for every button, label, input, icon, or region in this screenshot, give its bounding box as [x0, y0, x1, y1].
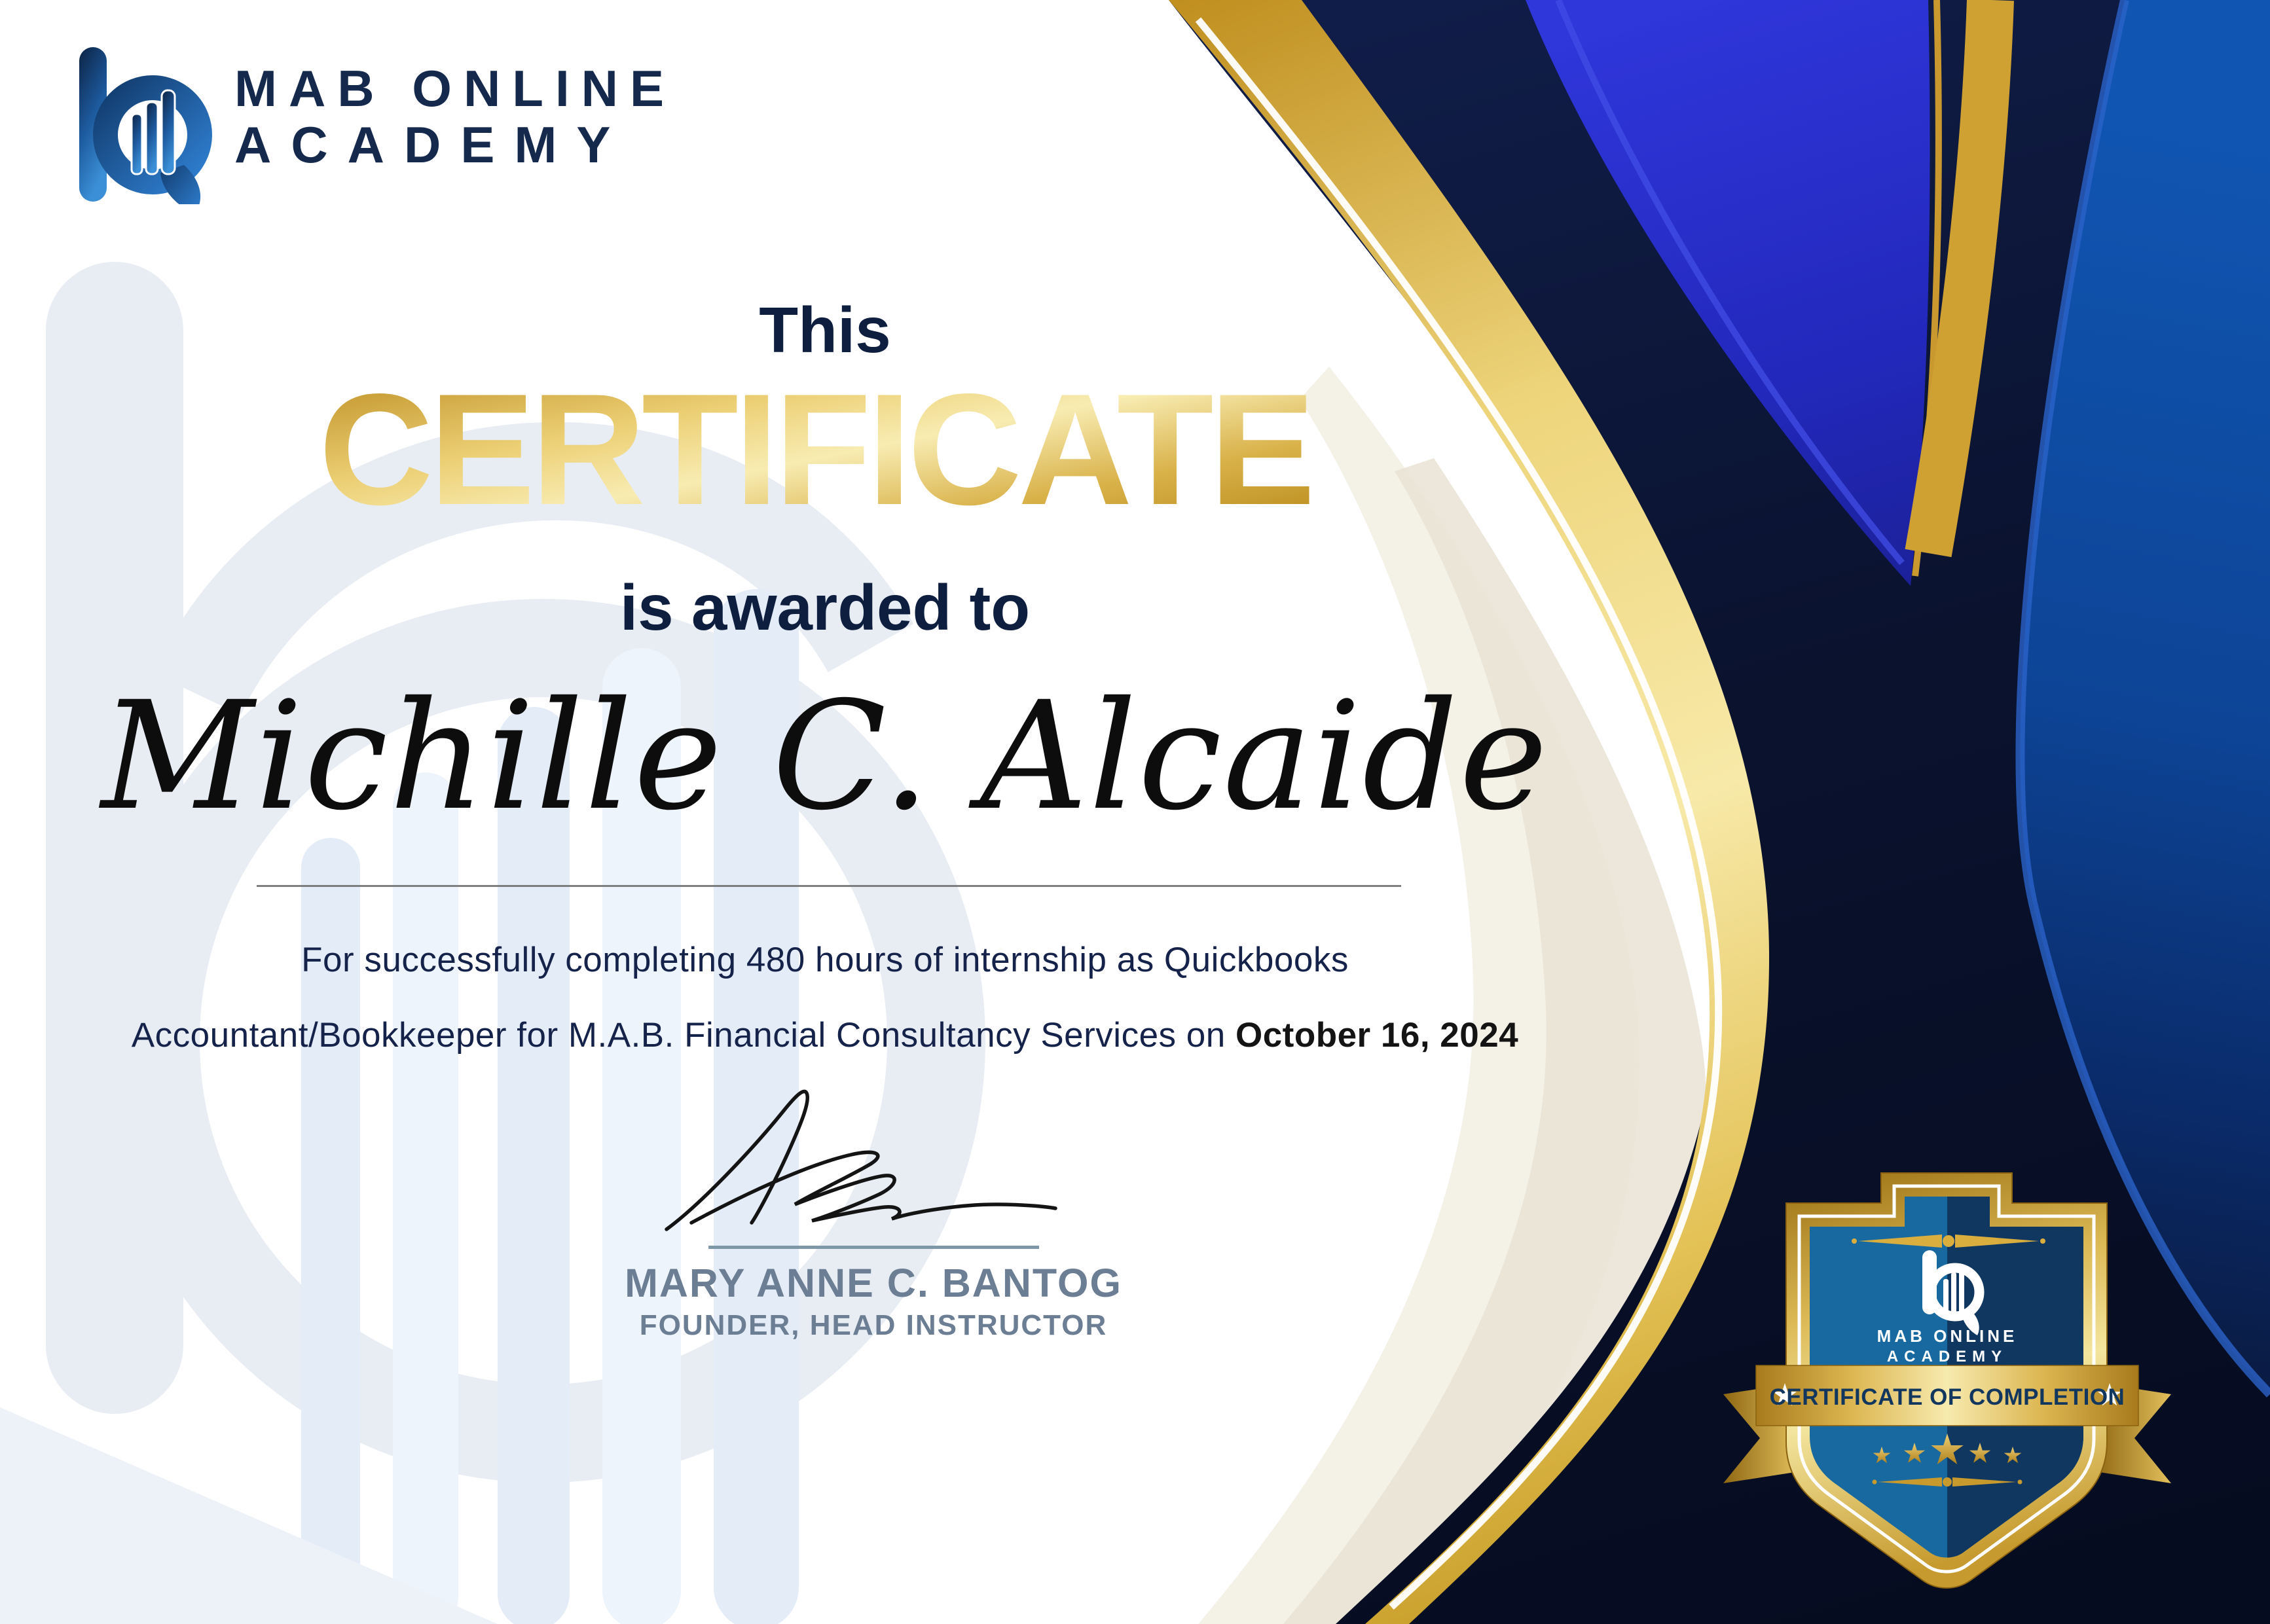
certificate-title: CERTIFICATE — [319, 373, 1311, 538]
body-line-2-prefix: Accountant/Bookkeeper for M.A.B. Financial Consultancy Services on — [131, 1016, 1226, 1055]
signature-line — [708, 1246, 1039, 1249]
brand-name-line2: ACADEMY — [234, 116, 631, 173]
heading-pre: This — [759, 294, 891, 366]
recipient-underline — [257, 885, 1401, 887]
signature-icon — [655, 1087, 1074, 1247]
brand-name — [234, 60, 676, 173]
heading-post: is awarded to — [619, 571, 1031, 643]
body-line-1: For successfully completing 480 hours of internship as Quickbooks — [301, 941, 1349, 979]
completion-date: October 16, 2024 — [1235, 1016, 1519, 1055]
badge-brand-line1: MAB ONLINE — [1876, 1326, 2018, 1346]
ribbon-label: CERTIFICATE OF COMPLETION — [1769, 1384, 2125, 1410]
badge-shield-icon — [1714, 1164, 2180, 1591]
signer-name: MARY ANNE C. BANTOG — [625, 1261, 1122, 1305]
signer-role: FOUNDER, HEAD INSTRUCTOR — [639, 1309, 1108, 1341]
brand-logo-icon — [62, 34, 226, 204]
body-line-2 — [0, 1015, 1650, 1055]
brand-name-line1: MAB ONLINE — [234, 60, 676, 117]
certificate-title-svg — [259, 373, 1372, 540]
recipient-name: Michille C. Alcaide — [101, 669, 1549, 843]
badge-brand-line2: ACADEMY — [1886, 1348, 2008, 1365]
